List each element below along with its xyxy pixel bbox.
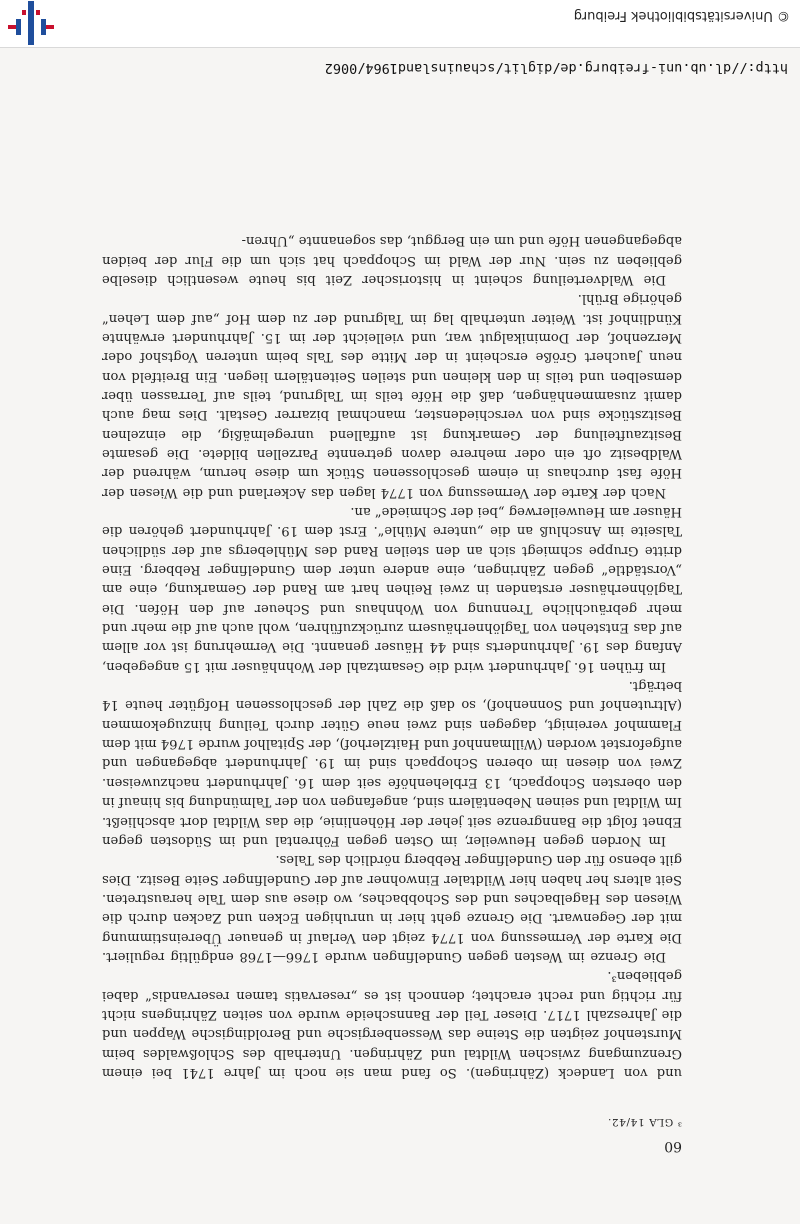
copyright-notice: © Universitätsbibliothek Freiburg bbox=[573, 8, 790, 23]
footnote: ³ GLA 14/42. bbox=[607, 1116, 682, 1128]
page-number: 60 bbox=[664, 1138, 682, 1154]
paragraph: Die Waldverteilung scheint in historischer Zeit bis heute wesentlich dieselbe geblieben zu sein. Nur der Wald im Schoppach hat sich um die Flur der beiden abgegangenen Höfe und um ein Berggut, das sogenannte „Uhren- bbox=[102, 233, 682, 287]
permalink-url[interactable]: http://dl.ub.uni-freiburg.de/diglit/schauinsland1964/0062 bbox=[324, 60, 788, 76]
paragraph: Die Grenze im Westen gegen Gundelfingen wurde 1766—1768 endgültig reguliert. Die Karte der Vermessung von 1774 zeigt den Verlauf in genauer Übereinstimmung mit der Gegenwart. Die Grenze geht hier in unruhigen Ecken und Zacken durch die Wiesen des Hagelbaches und des Schobbaches, wo diese aus dem Tale heraustreten. Seit alters her haben hier Wildtaler Einwohner auf der Gundelfinger Seite Besitz. Dies gilt ebenso für den Gundelfinger Rebberg nördlich des Tales. bbox=[102, 852, 682, 964]
paragraph: Im Norden gegen Heuweiler, im Osten gegen Föhrental und im Südosten gegen Ebnet folgt die Banngrenze seit jeher der Höhenlinie, die das Wildtal dort abschließt. Im Wildtal und seinen Nebentälern sind, angefangen von der Talmündung bis hinauf in den obersten Schoppach, 13 Erblehenhöfe seit dem 16. Jahrhundert nachzuweisen. Zwei von diesen im oberen Schoppach sind im 19. Jahrhundert abgegangen und aufgeforstet worden (Willmannhof und Haitzlerhof), der Spitalhof wurde 1764 mit dem Flammhof vereinigt, dagegen sind zwei neue Güter durch Teilung hinzugekommen (Altrutenhof und Sonnenhof), so daß die Zahl der geschlossenen Hofgüter heute 14 beträgt. bbox=[102, 678, 682, 848]
paragraph: und von Landeck (Zähringen). So fand man sie noch im Jahre 1741 bei einem Grenzumgang zwischen Wildtal und Zähringen. Unterhalb des Schloßwaldes beim Murstenhof zeigten die Steine das Wessenbergische und Beroldingische Wappen und die Jahreszahl 1717. Dieser Teil der Bannscheide wurde von seiten Zähringens nicht für richtig und recht erachtet; dennoch ist es „reservatis tamen reservandis“ dabei geblieben³. bbox=[102, 968, 682, 1080]
body-text bbox=[102, 231, 682, 1082]
university-logo-icon bbox=[8, 1, 54, 45]
paragraph: Im frühen 16. Jahrhundert wird die Gesamtzahl der Wohnhäuser mit 15 angegeben, Anfang des 19. Jahrhunderts sind 44 Häuser genannt. Die Vermehrung ist vor allem auf das Entstehen von Taglöhnerhäusern zurückzuführen, wohl auch auf die mehr und mehr gebräuchliche Trennung von Wohnhaus und Scheuer auf den Höfen. Die Taglöhnerhäuser erstanden in zwei Reihen hart am Rand der Gemarkung, eine am „Vorstädtle“ gegen Zähringen, eine andere unter dem Gundelfinger Rebberg. Eine dritte Gruppe schmiegt sich an den steilen Rand des Mühlebergs auf der südlichen Talseite im Anschluß an die „untere Mühle“. Erst dem 19. Jahrhundert gehören die Häuser am Heuweilerweg „bei der Schmiede“ an. bbox=[102, 504, 682, 674]
viewer-header bbox=[0, 0, 800, 48]
paragraph: Nach der Karte der Vermessung von 1774 lagen das Ackerland und die Wiesen der Höfe fast durchaus in einem geschlossenen Stück um diese herum, während der Waldbesitz oft ein oder mehrere davon getrennte Parzellen bildete. Die gesamte Besitzaufteilung der Gemarkung ist auffallend unregelmäßig, die einzelnen Besitzstücke sind von verschiedenster, manchmal bizarrer Gestalt. Dies mag auch damit zusammenhängen, daß die Höfe teils im Talgrund, teils auf Terrassen über demselben und teils in den kleinen und steilen Seitentälern liegen. Ein Breitfeld von neun Jauchert Größe erscheint in der Mitte des Tals beim unteren Vogtshof oder Merzenhof, der Dominikalgut war, und vielleicht der im 15. Jahrhundert erwähnte Kündlinhof ist. Weiter unterhalb lag im Talgrund der zu dem Hof „auf dem Lehen“ gehörige Brühl. bbox=[102, 291, 682, 500]
